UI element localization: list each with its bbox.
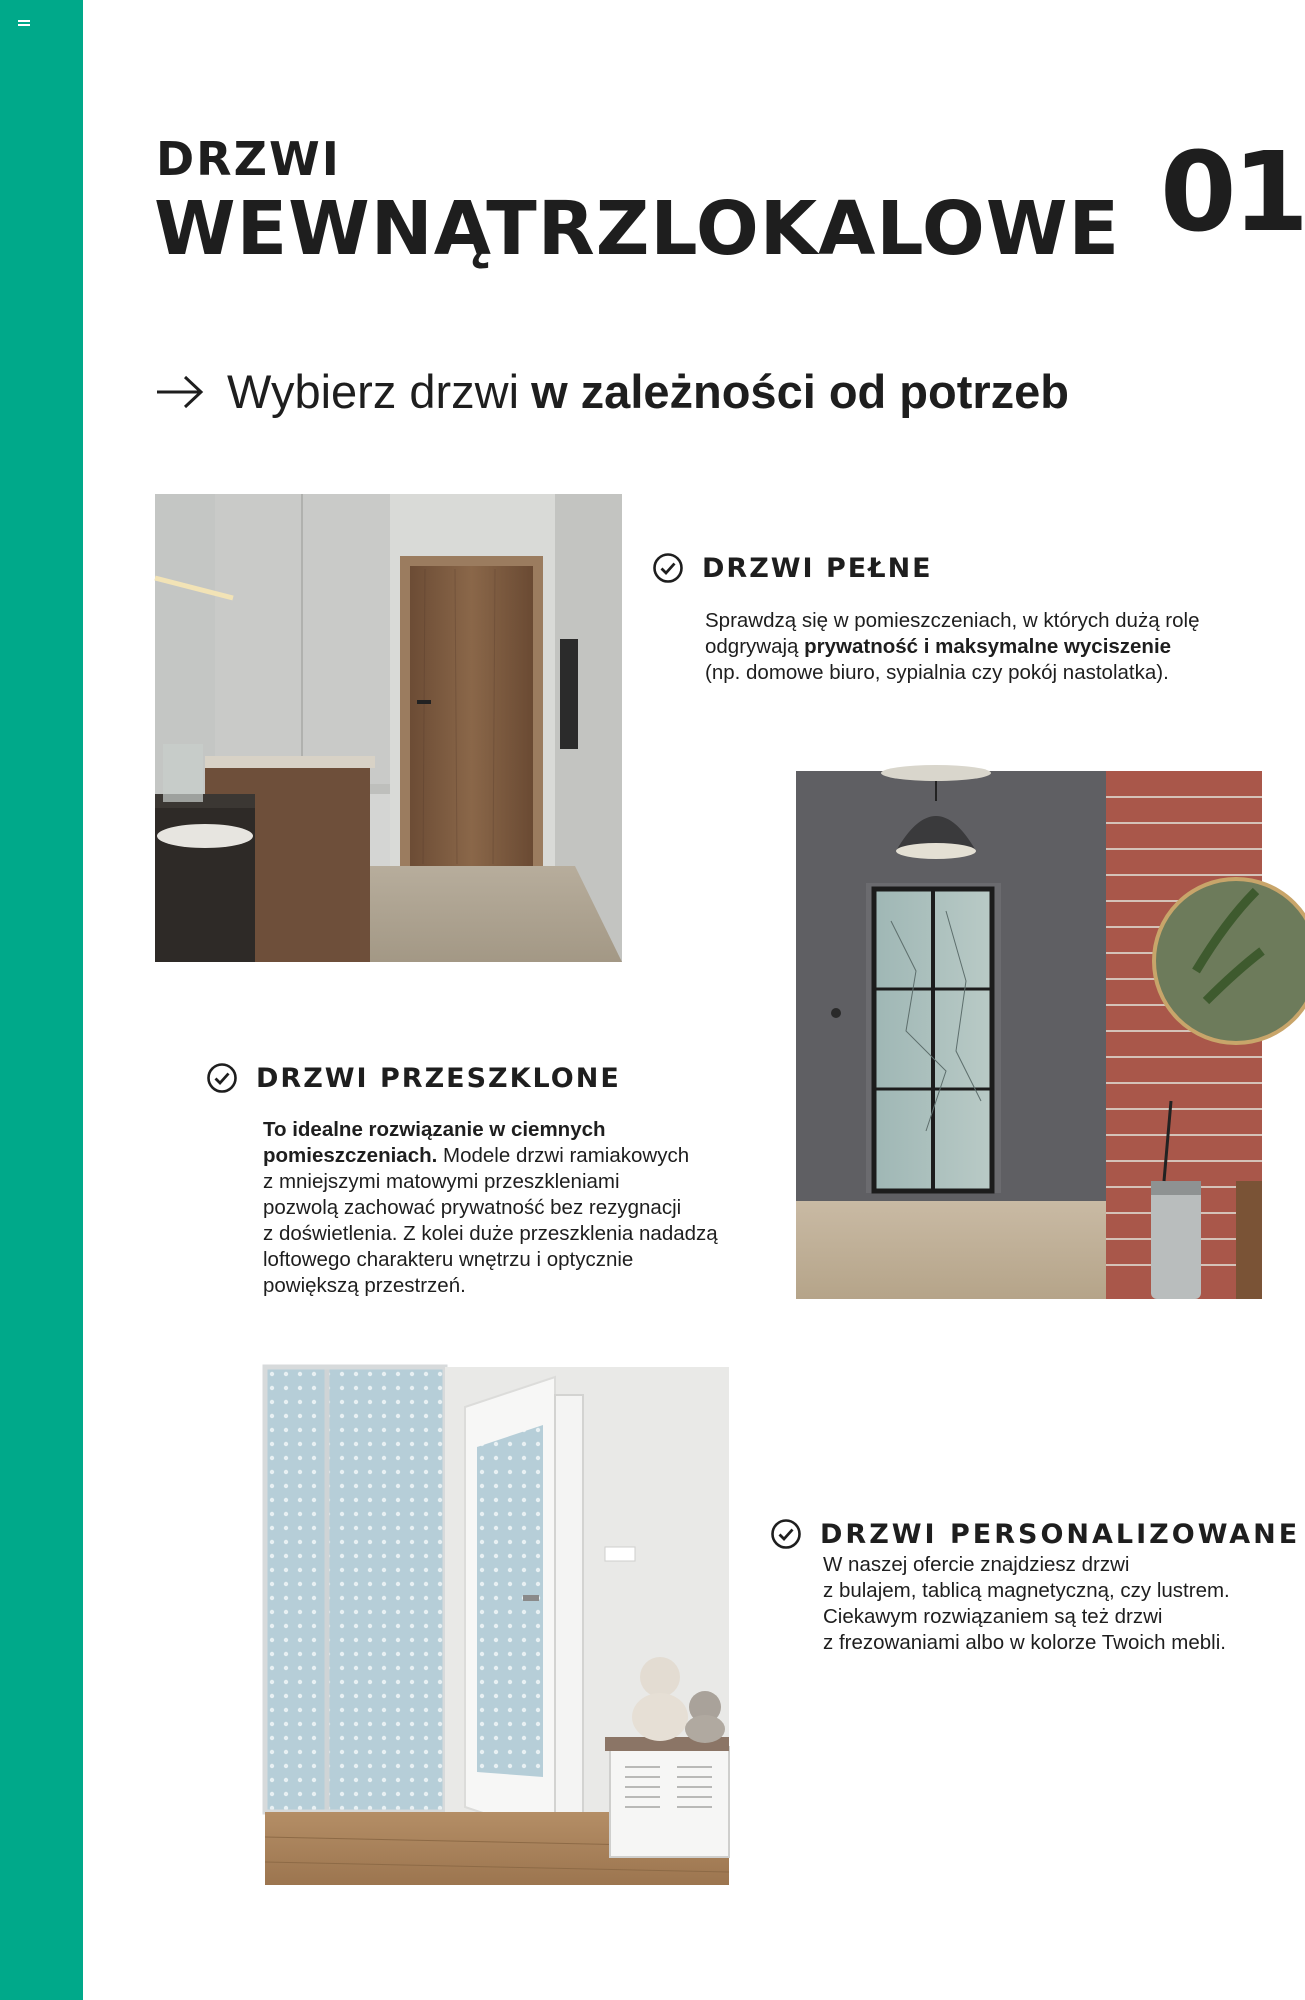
subtitle-bold: w zależności od potrzeb bbox=[531, 365, 1070, 418]
section-full-door-title: DRZWI PEŁNE bbox=[702, 552, 933, 584]
page-number: 01 bbox=[1160, 128, 1305, 256]
section-custom-door-text bbox=[823, 1552, 1263, 1656]
text-line: Ciekawym rozwiązaniem są też drzwi bbox=[823, 1605, 1163, 1628]
page-title-line2: WEWNĄTRZLOKALOWE bbox=[154, 186, 1121, 272]
photo-full-door bbox=[155, 494, 622, 962]
text-line: z doświetlenia. Z kolei duże przeszklenia nadadzą bbox=[263, 1222, 718, 1245]
text-line: pozwolą zachować prywatność bez rezygnacji bbox=[263, 1196, 682, 1219]
text-bold: To idealne rozwiązanie w ciemnych bbox=[263, 1118, 606, 1141]
check-circle-icon bbox=[206, 1062, 238, 1094]
text-line bbox=[705, 634, 1245, 660]
text-bold: pomieszczeniach. bbox=[263, 1144, 438, 1167]
section-full-door-text bbox=[705, 608, 1245, 686]
section-glass-door-title: DRZWI PRZESZKLONE bbox=[256, 1062, 621, 1094]
text-span: odgrywają bbox=[705, 635, 799, 658]
text-line: W naszej ofercie znajdziesz drzwi bbox=[823, 1553, 1130, 1576]
text-bold: prywatność i maksymalne wyciszenie bbox=[804, 635, 1172, 658]
text-line bbox=[263, 1143, 783, 1169]
text-line: z frezowaniami albo w kolorze Twoich mebli. bbox=[823, 1631, 1226, 1654]
subtitle-light: Wybierz drzwi bbox=[227, 365, 520, 418]
text-line: z mniejszymi matowymi przeszkleniami bbox=[263, 1170, 620, 1193]
section-custom-door-heading bbox=[770, 1518, 1300, 1550]
text-span: Modele drzwi ramiakowych bbox=[443, 1144, 690, 1167]
section-glass-door-heading bbox=[206, 1062, 621, 1094]
text-line bbox=[263, 1117, 783, 1143]
text-line: z bulajem, tablicą magnetyczną, czy lustrem. bbox=[823, 1579, 1230, 1602]
page-title-line1: DRZWI bbox=[156, 132, 341, 186]
section-glass-door-text bbox=[263, 1117, 783, 1299]
arrow-right-icon bbox=[155, 374, 205, 410]
subtitle bbox=[155, 364, 1069, 419]
text-line: loftowego charakteru wnętrzu i optycznie bbox=[263, 1248, 634, 1271]
section-custom-door-title: DRZWI PERSONALIZOWANE bbox=[820, 1518, 1301, 1550]
check-circle-icon bbox=[652, 552, 684, 584]
menu-mark-icon bbox=[18, 20, 30, 28]
photo-custom-door bbox=[265, 1367, 729, 1885]
check-circle-icon bbox=[770, 1518, 802, 1550]
text-line: powiększą przestrzeń. bbox=[263, 1274, 466, 1297]
section-full-door-heading bbox=[652, 552, 933, 584]
photo-glass-door bbox=[796, 771, 1262, 1299]
accent-sidebar bbox=[0, 0, 83, 2000]
text-line: Sprawdzą się w pomieszczeniach, w których dużą rolę bbox=[705, 609, 1200, 632]
text-line: (np. domowe biuro, sypialnia czy pokój nastolatka). bbox=[705, 661, 1169, 684]
